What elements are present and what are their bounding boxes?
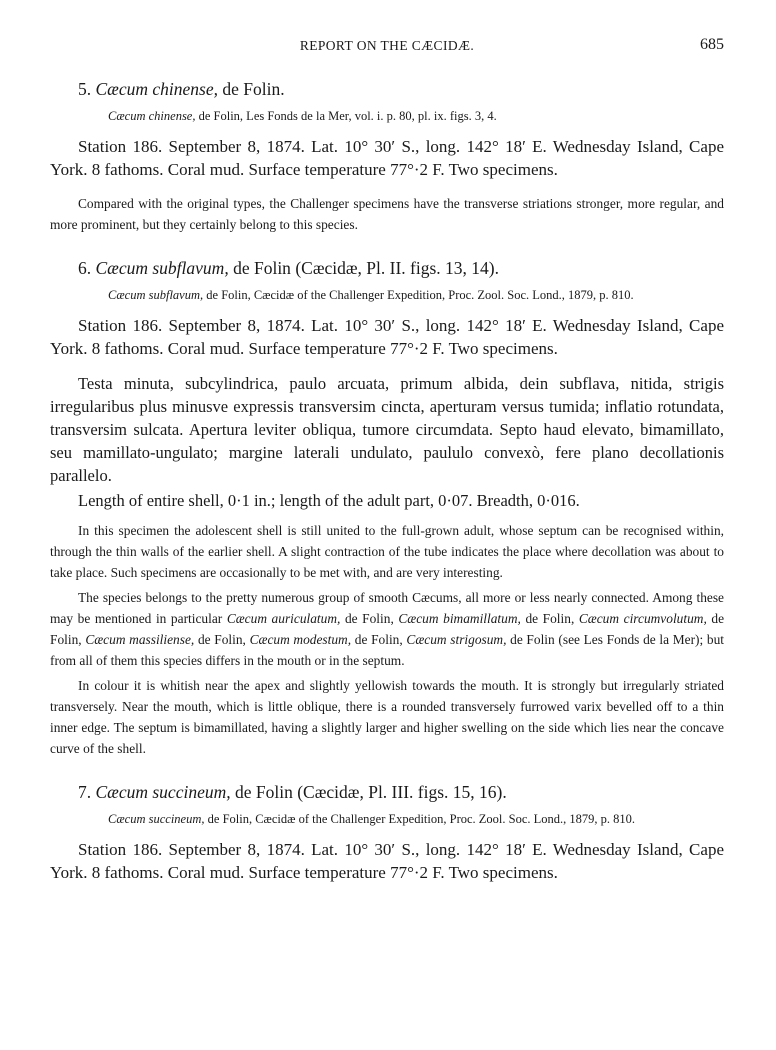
species-number: 6. (78, 257, 92, 278)
figure-reference: (Cæcidæ, Pl. II. figs. 13, 14). (295, 257, 499, 278)
species-number: 7. (78, 781, 92, 802)
remark-text: The species belongs to the pretty numerous group of smooth Cæcums, all more or less nearly connected. Among these may be mentioned in particular (50, 589, 724, 626)
remark: Compared with the original types, the Challenger specimens have the transverse striations stronger, more regular, and more prominent, but they certainly belong to this species. (50, 195, 724, 232)
running-head (50, 38, 724, 56)
station-record: Station 186. September 8, 1874. Lat. 10° 30′ S., long. 142° 18′ E. Wednesday Island, Cape York. 8 fathoms. Coral mud. Surface temperature 77°·2 F. Two specimens. (50, 839, 724, 882)
synonymy (108, 107, 724, 125)
species-mention: Cæcum circumvolutum, (578, 610, 707, 626)
species-author: de Folin (235, 781, 293, 802)
species-mention: Cæcum strigosum, (406, 631, 507, 647)
station-record: Station 186. September 8, 1874. Lat. 10° 30′ S., long. 142° 18′ E. Wednesday Island, Cape York. 8 fathoms. Coral mud. Surface temperature 77°·2 F. Two specimens. (50, 315, 724, 358)
synonymy-reference: de Folin, Les Fonds de la Mer, vol. i. p. 80, pl. ix. figs. 3, 4. (198, 108, 497, 123)
species-name: Cæcum subflavum, (95, 257, 229, 278)
synonymy-name: Cæcum subflavum, (108, 287, 204, 302)
species-author: de Folin (233, 257, 291, 278)
species-heading (78, 781, 724, 804)
species-entry-7 (50, 781, 724, 884)
species-heading (78, 257, 724, 280)
page-number: 685 (700, 36, 724, 53)
remark: In colour it is whitish near the apex and slightly yellowish towards the mouth. It is strongly but irregularly striated transversely. Near the mouth, which is little oblique, there is a rounded transversely furrowed varix bevelled off to a thin inner edge. The septum is bimamillated, having a slightly larger and higher swelling on the side which lies near the concave curve of the shell. (50, 677, 724, 756)
synonymy-reference: de Folin, Cæcidæ of the Challenger Expedition, Proc. Zool. Soc. Lond., 1879, p. 810. (207, 811, 636, 826)
remark-text: de Folin, (351, 631, 407, 647)
species-mention: Cæcum massiliense, (85, 631, 195, 647)
synonymy (108, 286, 724, 304)
synonymy (108, 810, 724, 828)
species-mention: Cæcum bimamillatum, (398, 610, 521, 626)
species-name: Cæcum chinense, (95, 79, 218, 99)
measurements: Length of entire shell, 0·1 in.; length of the adult part, 0·07. Breadth, 0·016. (78, 490, 580, 510)
remark-text: de Folin, (520, 610, 579, 626)
synonymy-name: Cæcum succineum, (108, 811, 205, 826)
synonymy-name: Cæcum chinense, (108, 108, 196, 123)
remark (50, 587, 724, 671)
station-record: Station 186. September 8, 1874. Lat. 10° 30′ S., long. 142° 18′ E. Wednesday Island, Cape York. 8 fathoms. Coral mud. Surface temperature 77°·2 F. Two specimens. (50, 136, 724, 179)
species-mention: Cæcum auriculatum, (226, 610, 341, 626)
remark-text: de Folin, (194, 631, 250, 647)
species-author: de Folin. (222, 79, 285, 99)
species-number: 5. (78, 79, 92, 99)
species-mention: Cæcum modestum, (249, 631, 352, 647)
species-name: Cæcum succineum, (95, 781, 231, 802)
remark-text: de Folin (see Les Fonds de la Mer); but from all of them this species differs in the mouth or in the septum. (50, 631, 725, 668)
figure-reference: (Cæcidæ, Pl. III. figs. 15, 16). (297, 781, 507, 802)
running-title: REPORT ON THE CÆCIDÆ. (299, 38, 475, 53)
remark-text: de Folin, (340, 610, 399, 626)
synonymy-reference: de Folin, Cæcidæ of the Challenger Expedition, Proc. Zool. Soc. Lond., 1879, p. 810. (206, 287, 634, 302)
remark: In this specimen the adolescent shell is still united to the full-grown adult, whose septum can be recognised within, through the thin walls of the earlier shell. A slight contraction of the tube indicates the place where decollation was about to take place. Such specimens are occasionally to be met with, and are very interesting. (50, 522, 724, 580)
species-entry-6 (50, 257, 724, 759)
remark-text: de Folin, (50, 610, 725, 647)
species-heading (78, 78, 724, 101)
latin-diagnosis: Testa minuta, subcylindrica, paulo arcuata, primum albida, dein subflava, nitida, strigis irregularibus plus minusve expressis transversim cincta, aperturam versus tumida; inflatio rotundata, transversim sulcata. Apertura leviter obliqua, tumore circumdata. Septo haud elevato, bimamillato, seu mamillato-ungulato; margine laterali undulato, paululo convexò, fere plano decollationis parallelo. (50, 373, 724, 485)
species-entry-5 (50, 78, 724, 235)
